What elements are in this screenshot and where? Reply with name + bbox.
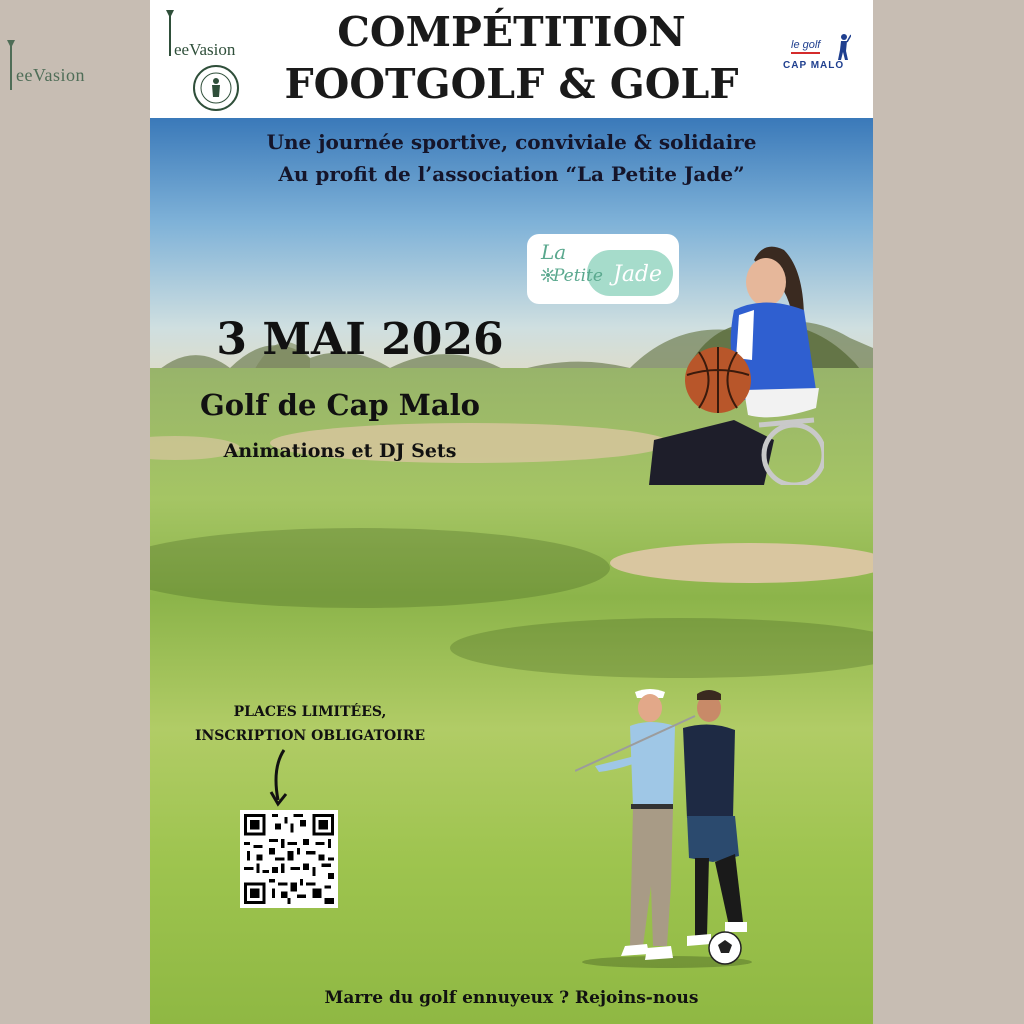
golf-logo-place: CAP MALO — [783, 60, 845, 71]
side-logo-text: eeVasion — [16, 65, 85, 85]
poster-title — [150, 6, 873, 110]
teevasion-side-logo — [4, 40, 99, 92]
registration-notice — [180, 700, 440, 748]
places-line-1: PLACES LIMITÉES, — [233, 704, 387, 720]
title-line-1: COMPÉTITION — [337, 8, 686, 56]
subtitle-line-1: Une journée sportive, conviviale & solidaire — [266, 130, 757, 154]
la-petite-jade-logo — [527, 234, 679, 304]
arrow-down-icon — [268, 748, 298, 810]
event-poster — [150, 0, 873, 1024]
event-venue: Golf de Cap Malo — [199, 388, 481, 422]
title-line-2: FOOTGOLF & GOLF — [284, 60, 739, 108]
golfer-footgolfer-photo — [575, 686, 760, 968]
poster-tagline: Marre du golf ennuyeux ? Rejoins-nous — [324, 988, 699, 1008]
qr-code-icon — [244, 814, 334, 904]
poster-header — [150, 0, 873, 118]
golf-tee-icon — [6, 40, 16, 92]
event-animations: Animations et DJ Sets — [223, 440, 457, 462]
sand-bunker — [610, 543, 873, 583]
logo-jade: Jade — [613, 262, 663, 287]
subtitle-line-2: Au profit de l’association “La Petite Jade” — [278, 162, 745, 186]
places-line-2: INSCRIPTION OBLIGATOIRE — [194, 728, 426, 744]
golf-logo-brand: le golf — [791, 38, 820, 54]
header-logo-text: eeVasion — [174, 40, 236, 59]
registration-qr-code[interactable] — [240, 810, 338, 908]
event-date: 3 MAI 2026 — [216, 314, 504, 365]
logo-petite: Petite — [553, 266, 603, 286]
logo-la: La — [541, 240, 567, 264]
